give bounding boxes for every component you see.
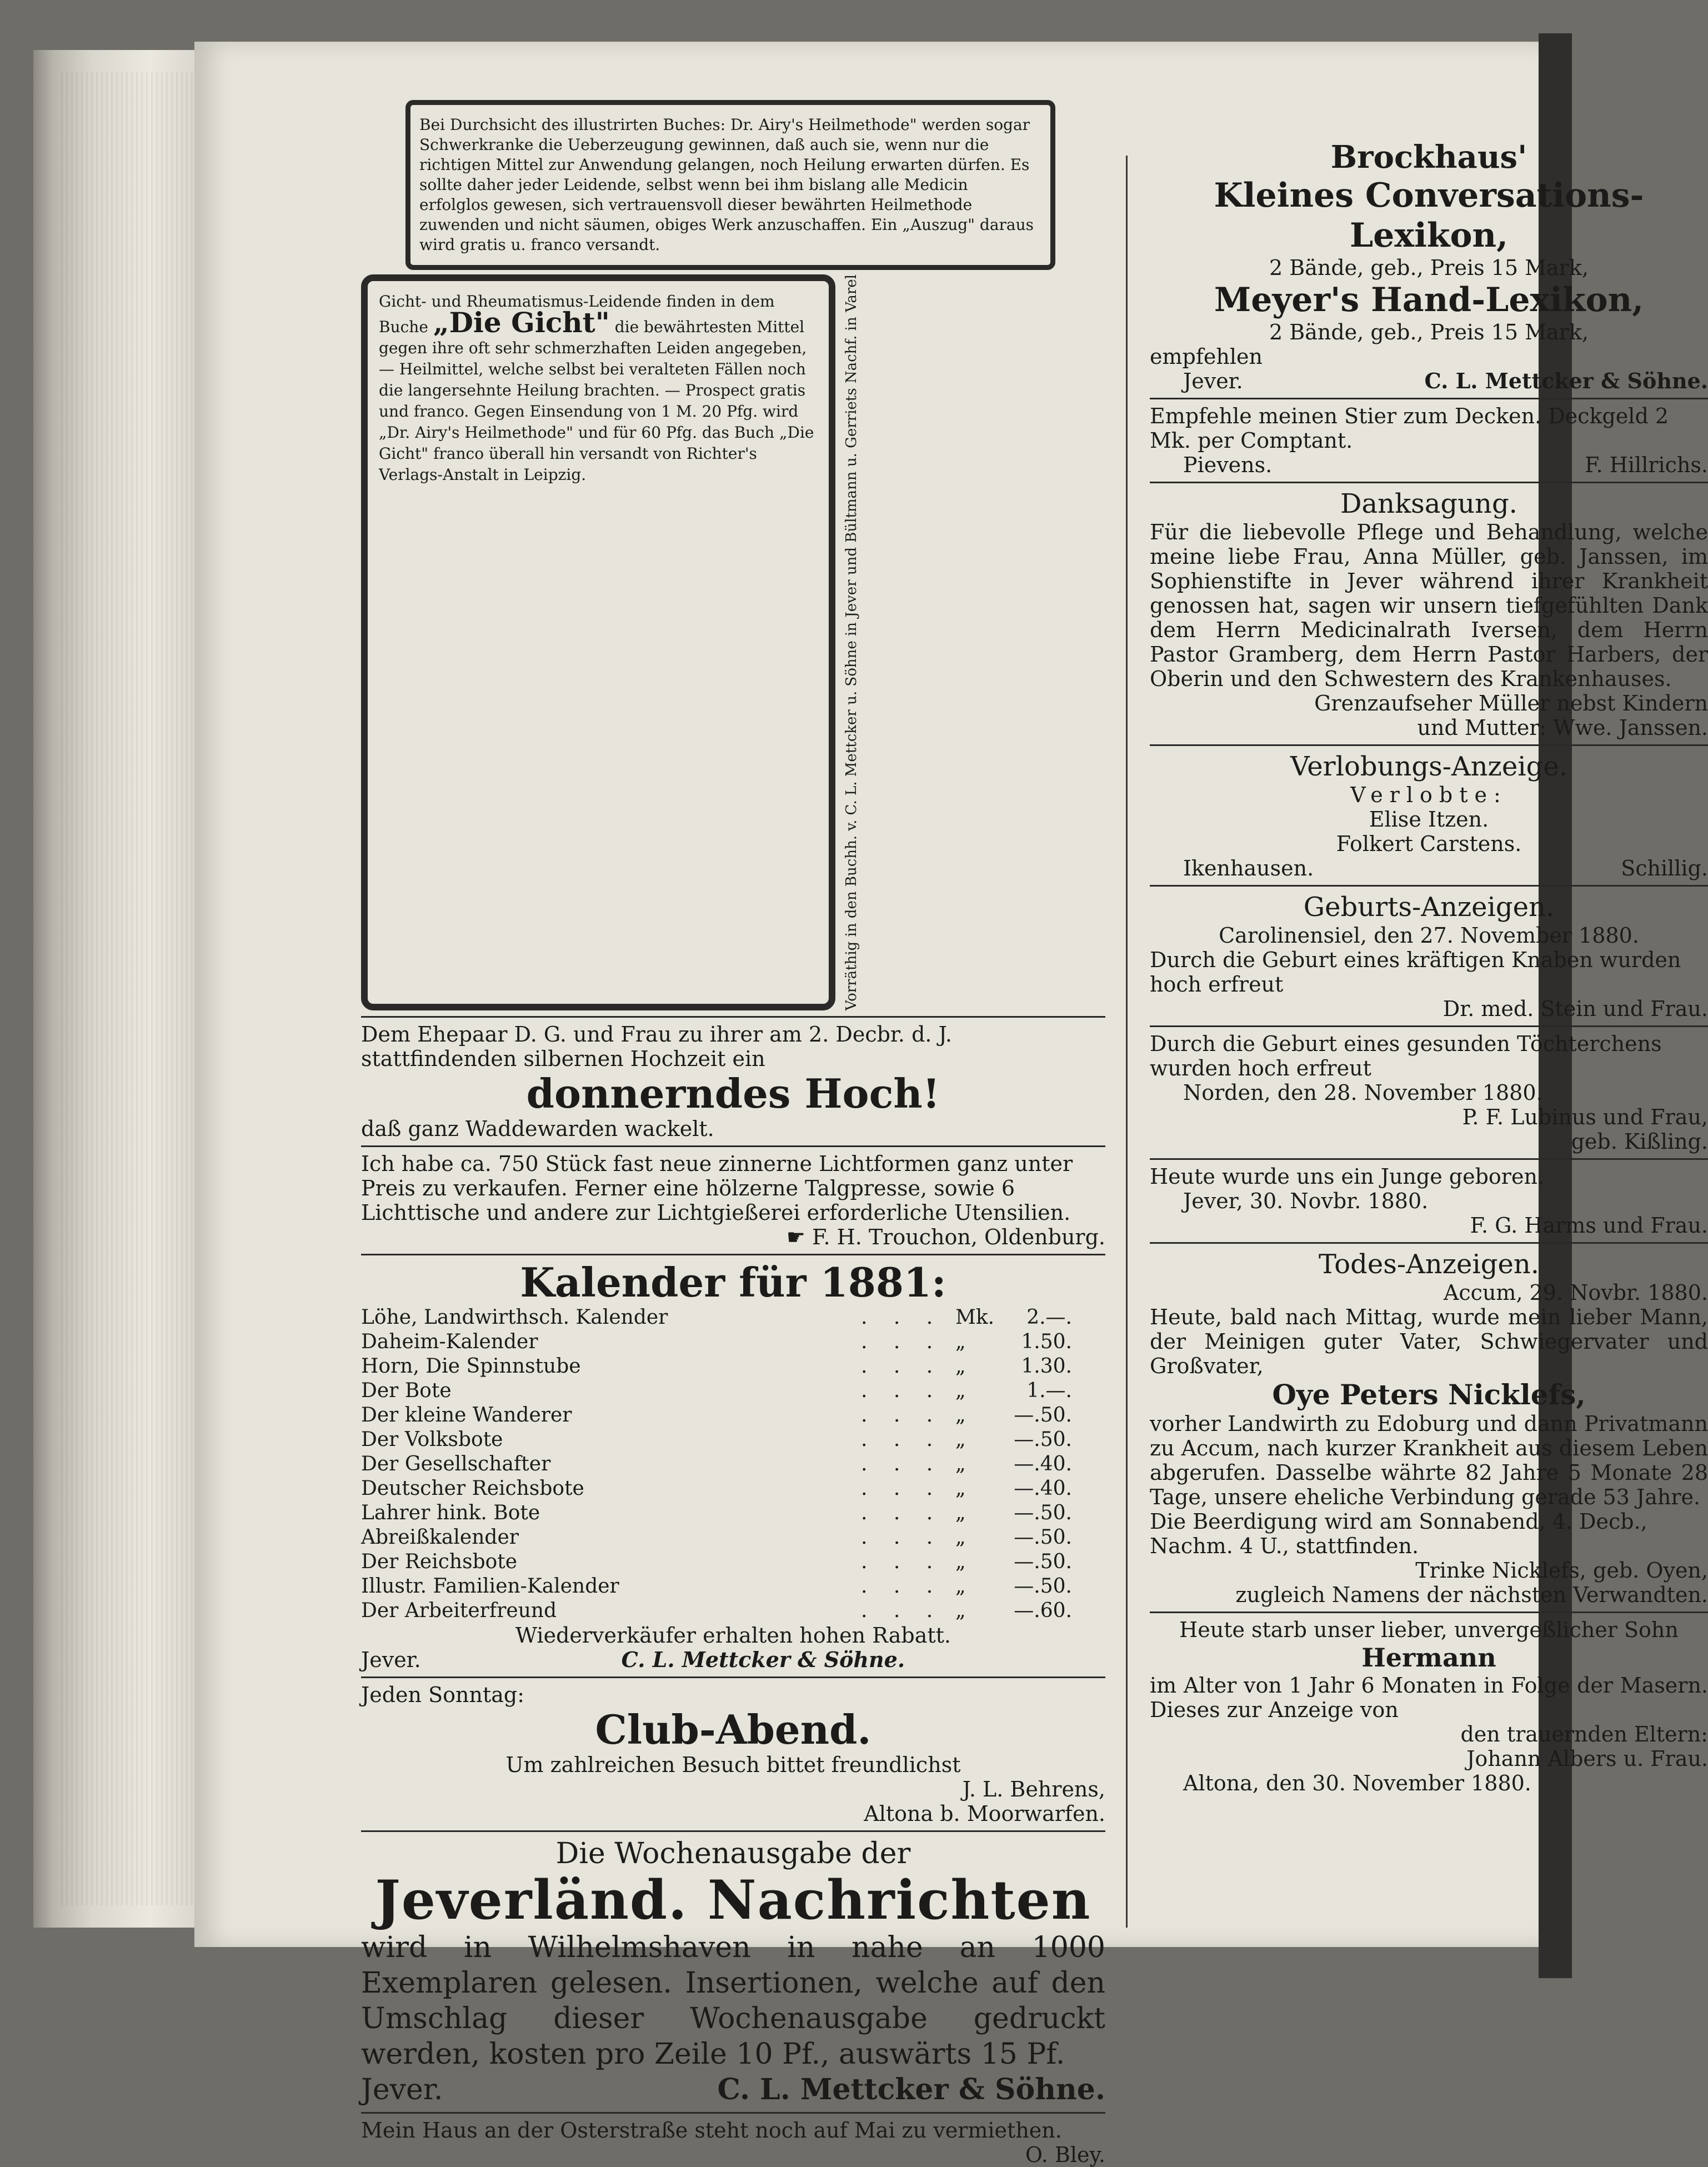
kalender-item-unit: „ [955, 1575, 966, 1598]
licht-signature-text: F. H. Trouchon, Oldenburg. [812, 1225, 1105, 1250]
kalender-rabatt: Wiederverkäufer erhalten hohen Rabatt. [515, 1623, 951, 1648]
tod-title: Todes-Anzeigen. [1318, 1249, 1540, 1280]
airy-advert-text: Bei Durchsicht des illustrirten Buches: Dr. Airy's Heilmethode" werden sogar Schwerkranke die Ueberzeugung gewinnen, daß auch sie, wenn nur die richtigen Mittel zur Anwendung gelangen, noch Heilung erwarten dürfen. Es sollte daher jeder Leidende, selbst wenn bei ihm bislang alle Medicin erfolglos gewesen, sich vertrauensvoll dieser bewährten Heilmethode zuwenden und nicht säumen, obiges Werk anzuschaffen. Ein „Auszug" daraus wird gratis u. franco versandt. [419, 116, 1034, 254]
right-column [1150, 139, 1708, 1795]
kalender-item-unit: „ [955, 1355, 966, 1378]
separator [1150, 744, 1708, 746]
kalender-item-price: —.60. [1014, 1599, 1072, 1623]
kalender-item-unit: „ [955, 1404, 966, 1427]
kalender-item-price: —.50. [1014, 1550, 1072, 1574]
kalender-item-price: —.50. [1014, 1502, 1072, 1525]
verlobung-places [1150, 856, 1708, 880]
stier-footer [1150, 453, 1708, 477]
kalender-item [361, 1428, 1105, 1452]
kalender-item-name: Abreißkalender [361, 1526, 519, 1549]
kalender-item-name: Löhe, Landwirthsch. Kalender [361, 1306, 668, 1329]
kalender-item [361, 1305, 1105, 1330]
kalender-item [361, 1599, 1105, 1623]
dank-sig2: und Mutter: Wwe. Janssen. [1417, 715, 1708, 740]
gicht-advert-box [361, 274, 835, 1010]
brockhaus-line2: Kleines Conversations-Lexikon, [1214, 176, 1644, 255]
wochen-footer [361, 2072, 1105, 2108]
kalender-item-price: —.50. [1014, 1526, 1072, 1549]
kalender-item-dots: . . . [861, 1550, 943, 1574]
left-column [361, 100, 1105, 2167]
verlobung-name2: Folkert Carstens. [1336, 832, 1522, 856]
kalender-item-name: Der Reichsbote [361, 1550, 518, 1574]
kalender-item [361, 1379, 1105, 1403]
geburt3-sig: F. G. Harms und Frau. [1470, 1213, 1708, 1238]
kalender-list [361, 1305, 1105, 1623]
kalender-item-dots: . . . [861, 1330, 943, 1354]
separator [1150, 1158, 1708, 1160]
kalender-item-name: Der Gesellschafter [361, 1453, 551, 1476]
kalender-item-unit: „ [955, 1379, 966, 1403]
gicht-title: „Die Gicht" [433, 306, 610, 339]
kalender-item-price: —.50. [1014, 1428, 1072, 1452]
kalender-item-price: —.40. [1014, 1477, 1072, 1500]
kalender-item-price: 1.50. [1021, 1330, 1072, 1354]
kalender-item-unit: „ [955, 1526, 966, 1549]
pointing-hand-icon: ☛ [786, 1225, 812, 1250]
kalender-item-unit: „ [955, 1550, 966, 1574]
brockhaus-line4: Meyer's Hand-Lexikon, [1214, 281, 1644, 319]
kalender-item-unit: „ [955, 1330, 966, 1354]
dank-text: Für die liebevolle Pflege und Behandlung, welche meine liebe Frau, Anna Müller, geb. Janssen, im Sophienstifte in Jever während ihrer Krankheit genossen hat, sagen wir unsern tiefgefühlten Dank dem Herrn Medicinalrath Iversen, dem Herrn Pastor Gramberg, dem Herrn Pastor Harbers, der Oberin und den Schwestern des Krankenhauses. [1150, 520, 1708, 691]
tod2-sig1: den trauernden Eltern: [1460, 1722, 1708, 1746]
wochen-place: Jever. [361, 2073, 443, 2107]
kalender-item [361, 1550, 1105, 1574]
brockhaus-line6: empfehlen [1150, 344, 1263, 369]
kalender-item-name: Daheim-Kalender [361, 1330, 538, 1354]
kalender-item-dots: . . . [861, 1502, 943, 1525]
tod1-text: Heute, bald nach Mittag, wurde mein lieber Mann, der Meinigen guter Vater, Schwiegervater und Großvater, [1150, 1305, 1708, 1378]
geburt-title: Geburts-Anzeigen. [1303, 892, 1555, 923]
wochen-firm: C. L. Mettcker & Söhne. [717, 2073, 1105, 2107]
tod1-sig1: Trinke Nicklefs, geb. Oyen, [1415, 1558, 1708, 1583]
gicht-body: die bewährtesten Mittel gegen ihre oft sehr schmerzhaften Leiden angegeben, — Heilmittel, welche selbst bei veralteten Fällen noch die langersehnte Heilung brachten. — Prospect gratis und franco. Gegen Einsendung von 1 M. 20 Pfg. wird „Dr. Airy's Heilmethode" und für 60 Pfg. das Buch „Die Gicht" franco überall hin versandt von Richter's Verlags-Anstalt in Leipzig. [379, 318, 814, 484]
club-text: Um zahlreichen Besuch bittet freundlichst [505, 1753, 961, 1778]
separator [361, 2112, 1105, 2114]
verlobung-place1: Ikenhausen. [1183, 856, 1314, 880]
kalender-item-unit: „ [955, 1453, 966, 1476]
gicht-vertical-note: Vorräthig in den Buchh. v. C. L. Mettcker u. Söhne in Jever und Bültmann u. Gerriets Nachf. in Varel [843, 274, 860, 1011]
separator [361, 1830, 1105, 1832]
kalender-item-name: Der Arbeiterfreund [361, 1599, 557, 1623]
kalender-item-unit: „ [955, 1502, 966, 1525]
stier-text: Empfehle meinen Stier zum Decken. Deckgeld 2 Mk. per Comptant. [1150, 404, 1669, 453]
verlobung-name1: Elise Itzen. [1369, 807, 1489, 832]
hoch-headline: donnerndes Hoch! [526, 1070, 940, 1118]
geburt1-text: Durch die Geburt eines kräftigen Knaben wurden hoch erfreut [1150, 948, 1681, 997]
dank-title: Danksagung. [1340, 488, 1517, 519]
kalender-item-unit: „ [955, 1477, 966, 1500]
airy-advert-box [405, 100, 1055, 270]
separator [1150, 1612, 1708, 1613]
brockhaus-firm: C. L. Mettcker & Söhne. [1424, 368, 1708, 393]
kalender-item [361, 1501, 1105, 1525]
tod2-sig2: Johann Albers u. Frau. [1466, 1746, 1708, 1771]
column-divider [1126, 156, 1128, 1928]
kalender-item [361, 1477, 1105, 1501]
dank-sig1: Grenzaufseher Müller nebst Kindern [1314, 691, 1708, 715]
kalender-item [361, 1525, 1105, 1550]
tod1-text3: Die Beerdigung wird am Sonnabend, 4. Decb., Nachm. 4 U., stattfinden. [1150, 1509, 1647, 1558]
verlobung-title: Verlobungs-Anzeige. [1290, 751, 1567, 782]
kalender-item-dots: . . . [861, 1404, 943, 1427]
kalender-item-price: —.50. [1014, 1575, 1072, 1598]
kalender-item-dots: . . . [861, 1575, 943, 1598]
kalender-item [361, 1330, 1105, 1354]
kalender-item-dots: . . . [861, 1306, 943, 1329]
geburt3-text: Heute wurde uns ein Junge geboren. [1150, 1164, 1545, 1189]
licht-text: Ich habe ca. 750 Stück fast neue zinnerne Lichtformen ganz unter Preis zu verkaufen. Ferner eine hölzerne Talgpresse, sowie 6 Lichttische und andere zur Lichtgießerei erforderliche Utensilien. [361, 1152, 1073, 1225]
separator [1150, 1242, 1708, 1244]
kalender-item-name: Deutscher Reichsbote [361, 1477, 584, 1500]
newspaper-page [194, 42, 1708, 2167]
separator [361, 1016, 1105, 1018]
kalender-item-price: —.50. [1014, 1404, 1072, 1427]
haus-sig: O. Bley. [1025, 2143, 1105, 2167]
kalender-item [361, 1452, 1105, 1477]
kalender-item-dots: . . . [861, 1477, 943, 1500]
kalender-item-dots: . . . [861, 1379, 943, 1403]
kalender-place: Jever. [361, 1648, 421, 1673]
verlobung-label: Verlobte: [1350, 783, 1507, 807]
separator [361, 1254, 1105, 1255]
club-title: Club-Abend. [595, 1706, 871, 1754]
club-intro: Jeden Sonntag: [361, 1683, 524, 1708]
geburt1-sig: Dr. med. Stein und Frau. [1442, 997, 1708, 1021]
kalender-item-name: Der kleine Wanderer [361, 1404, 572, 1427]
tod1-text2: vorher Landwirth zu Edoburg und dann Privatmann zu Accum, nach kurzer Krankheit aus diesem Leben abgerufen. Dasselbe währte 82 Jahre 5 Monate 28 Tage, unsere eheliche Verbindung gerade 53 Jahre. [1150, 1412, 1708, 1509]
gicht-intro: Gicht- und Rheumatismus-Leidende finden in dem Buche [379, 292, 775, 336]
kalender-item-dots: . . . [861, 1355, 943, 1378]
wochen-line1: Die Wochenausgabe der [555, 1837, 911, 1871]
separator [1150, 482, 1708, 483]
separator [1150, 885, 1708, 887]
brockhaus-footer [1150, 369, 1708, 393]
geburt2-sig1: P. F. Lubinus und Frau, [1462, 1105, 1708, 1129]
wochen-title: Jeverländ. Nachrichten [375, 1869, 1091, 1932]
tod2-date: Altona, den 30. November 1880. [1183, 1771, 1531, 1795]
verlobung-place2: Schillig. [1621, 856, 1708, 880]
tod1-sig2: zugleich Namens der nächsten Verwandten. [1235, 1583, 1708, 1607]
brockhaus-line5: 2 Bände, geb., Preis 15 Mark, [1269, 320, 1589, 344]
club-sig1: J. L. Behrens, [962, 1777, 1105, 1802]
brockhaus-place: Jever. [1183, 369, 1243, 393]
kalender-item [361, 1354, 1105, 1379]
wochen-text: wird in Wilhelmshaven in nahe an 1000 Exemplaren gelesen. Insertionen, welche auf den Umschlag dieser Wochenausgabe gedruckt werden, kosten pro Zeile 10 Pf., auswärts 15 Pf. [361, 1931, 1105, 2071]
geburt1-date: Carolinensiel, den 27. November 1880. [1219, 923, 1639, 948]
brockhaus-line3: 2 Bände, geb., Preis 15 Mark, [1269, 256, 1589, 280]
kalender-item-unit: „ [955, 1428, 966, 1452]
brockhaus-line1: Brockhaus' [1330, 139, 1527, 176]
stier-place: Pievens. [1183, 453, 1273, 477]
geburt3-date: Jever, 30. Novbr. 1880. [1183, 1189, 1429, 1213]
geburt2-date: Norden, den 28. November 1880. [1183, 1080, 1543, 1105]
kalender-item-price: —.40. [1014, 1453, 1072, 1476]
geburt2-text: Durch die Geburt eines gesunden Töchterchens wurden hoch erfreut [1150, 1032, 1662, 1080]
kalender-item-price: 1.—. [1026, 1379, 1072, 1403]
kalender-item-name: Der Volksbote [361, 1428, 503, 1452]
tod1-date: Accum, 29. Novbr. 1880. [1443, 1280, 1708, 1305]
kalender-firm: C. L. Mettcker & Söhne. [621, 1647, 905, 1673]
haus-text: Mein Haus an der Osterstraße steht noch auf Mai zu vermiethen. [361, 2118, 1062, 2143]
kalender-item-name: Der Bote [361, 1379, 452, 1403]
kalender-item-dots: . . . [861, 1599, 943, 1623]
stier-sig: F. Hillrichs. [1585, 453, 1708, 477]
kalender-item-dots: . . . [861, 1453, 943, 1476]
kalender-item-name: Lahrer hink. Bote [361, 1502, 540, 1525]
kalender-item-name: Illustr. Familien-Kalender [361, 1575, 619, 1598]
tod2-text2: im Alter von 1 Jahr 6 Monaten in Folge der Masern. Dieses zur Anzeige von [1150, 1673, 1708, 1722]
kalender-item-unit: Mk. [955, 1306, 995, 1329]
gicht-advert [361, 274, 1105, 1010]
hoch-text: Dem Ehepaar D. G. und Frau zu ihrer am 2. Decbr. d. J. stattfindenden silbernen Hochzeit ein [361, 1022, 952, 1072]
kalender-item [361, 1403, 1105, 1428]
club-sig2: Altona b. Moorwarfen. [864, 1801, 1105, 1826]
kalender-item [361, 1574, 1105, 1599]
separator [361, 1676, 1105, 1678]
licht-signature [361, 1225, 1105, 1249]
tod2-name: Hermann [1361, 1643, 1496, 1673]
kalender-title: Kalender für 1881: [520, 1259, 946, 1307]
kalender-item-name: Horn, Die Spinnstube [361, 1355, 581, 1378]
kalender-item-dots: . . . [861, 1526, 943, 1549]
separator [1150, 1025, 1708, 1027]
geburt2-sig2: geb. Kißling. [1571, 1129, 1708, 1154]
kalender-item-price: 2.—. [1026, 1306, 1072, 1329]
hoch-footer: daß ganz Waddewarden wackelt. [361, 1117, 714, 1142]
kalender-footer [361, 1648, 1105, 1672]
kalender-item-dots: . . . [861, 1428, 943, 1452]
book-page-stack [61, 72, 200, 1905]
tod1-name: Oye Peters Nicklefs, [1272, 1378, 1586, 1411]
kalender-item-unit: „ [955, 1599, 966, 1623]
separator [1150, 398, 1708, 399]
separator [361, 1145, 1105, 1147]
kalender-item-price: 1.30. [1021, 1355, 1072, 1378]
tod2-text: Heute starb unser lieber, unvergeßlicher Sohn [1179, 1618, 1679, 1642]
